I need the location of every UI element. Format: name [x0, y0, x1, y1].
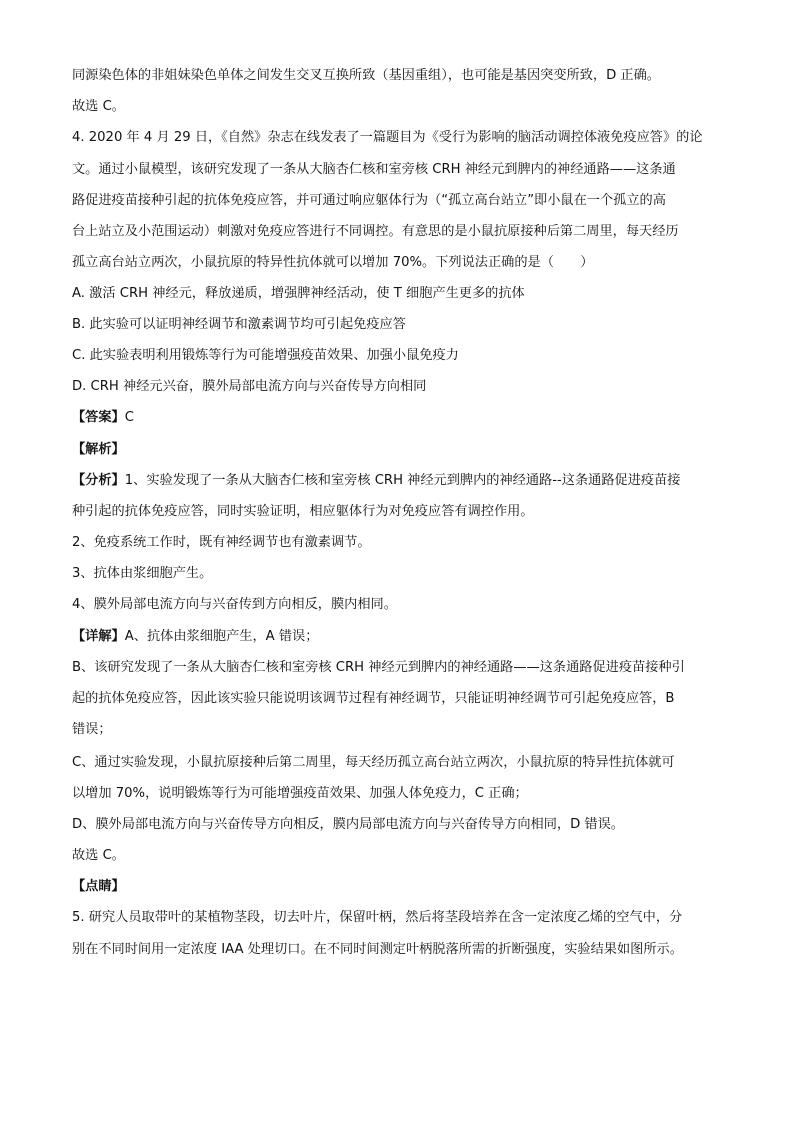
option-d: D. CRH 神经元兴奋，膜外局部电流方向与兴奋传导方向相同 [72, 379, 427, 394]
option-c: C. 此实验表明利用锻炼等行为可能增强疫苗效果、加强小鼠免疫力 [72, 348, 459, 363]
analysis-tag: 【解析】 [72, 442, 125, 457]
text-line: C、通过实验发现，小鼠抗原接种后第二周里，每天经历孤立高台站立两次，小鼠抗原的特异性抗体就可 [72, 755, 675, 770]
text-line: 故选 C。 [72, 99, 125, 114]
text-line: 台上站立及小范围运动）刺激对免疫应答进行不同调控。有意思的是小鼠抗原接种后第二周里，每天经历 [72, 224, 679, 239]
text-line: 错误； [72, 722, 112, 737]
text-line: 以增加 70%，说明锻炼等行为可能增强疫苗效果、加强人体免疫力，C 正确； [72, 786, 528, 801]
analysis-heading [72, 440, 732, 460]
detail-tag: 【详解】 [72, 629, 125, 644]
fenxi-tag: 【分析】 [72, 473, 125, 488]
analysis-line: 【分析】1、实验发现了一条从大脑杏仁核和室旁核 CRH 神经元到脾内的神经通路--这条通路促进疫苗接 [72, 473, 681, 488]
text-line: 起的抗体免疫应答，因此该实验只能说明该调节过程有神经调节，只能证明神经调节可引起免疫应答，B [72, 691, 675, 706]
option-b: B. 此实验可以证明神经调节和激素调节均可引起免疫应答 [72, 317, 406, 332]
text-line: 种引起的抗体免疫应答，同时实验证明，相应躯体行为对免疫应答有调控作用。 [72, 504, 534, 519]
text-line: 别在不同时间用一定浓度 IAA 处理切口。在不同时间测定叶柄脱落所需的折断强度，实验结果如图所示。 [72, 942, 683, 957]
text-line: 路促进疫苗接种引起的抗体免疫应答，并可通过响应躯体行为（“孤立高台站立”即小鼠在一个孤立的高 [72, 193, 666, 208]
answer-tag: 【答案】 [72, 410, 125, 425]
answer-line: 【答案】C [72, 410, 134, 425]
remark-heading [72, 877, 732, 897]
text-line: 4、膜外局部电流方向与兴奋传到方向相反，膜内相同。 [72, 597, 397, 612]
option-a: A. 激活 CRH 神经元，释放递质，增强脾神经活动，使 T 细胞产生更多的抗体 [72, 286, 525, 301]
detail-line: 【详解】A、抗体由浆细胞产生，A 错误； [72, 629, 319, 644]
text-line: 4. 2020 年 4 月 29 日，《自然》杂志在线发表了一篇题目为《受行为影响的脑活动调控体液免疫应答》的论 [72, 130, 703, 145]
text-line: 文。通过小鼠模型，该研究发现了一条从大脑杏仁核和室旁核 CRH 神经元到脾内的神经通路——这条通 [72, 162, 676, 177]
text-line: 2、免疫系统工作时，既有神经调节也有激素调节。 [72, 535, 371, 550]
text-line: D、膜外局部电流方向与兴奋传导方向相反，膜内局部电流方向与兴奋传导方向相同，D 错误。 [72, 817, 624, 832]
remark-tag: 【点睛】 [72, 879, 125, 894]
text-line: 孤立高台站立两次，小鼠抗原的特异性抗体就可以增加 70%。下列说法正确的是（ ） [72, 255, 594, 270]
text-line: 3、抗体由浆细胞产生。 [72, 566, 213, 581]
text-line: 5. 研究人员取带叶的某植物茎段，切去叶片，保留叶柄，然后将茎段培养在含一定浓度乙烯的空气中，分 [72, 910, 683, 925]
text-line: B、该研究发现了一条从大脑杏仁核和室旁核 CRH 神经元到脾内的神经通路——这条通路促进疫苗接种引 [72, 660, 685, 675]
text-line: 同源染色体的非姐妹染色单体之间发生交叉互换所致（基因重组），也可能是基因突变所致，D 正确。 [72, 68, 660, 83]
text-line: 故选 C。 [72, 848, 125, 863]
